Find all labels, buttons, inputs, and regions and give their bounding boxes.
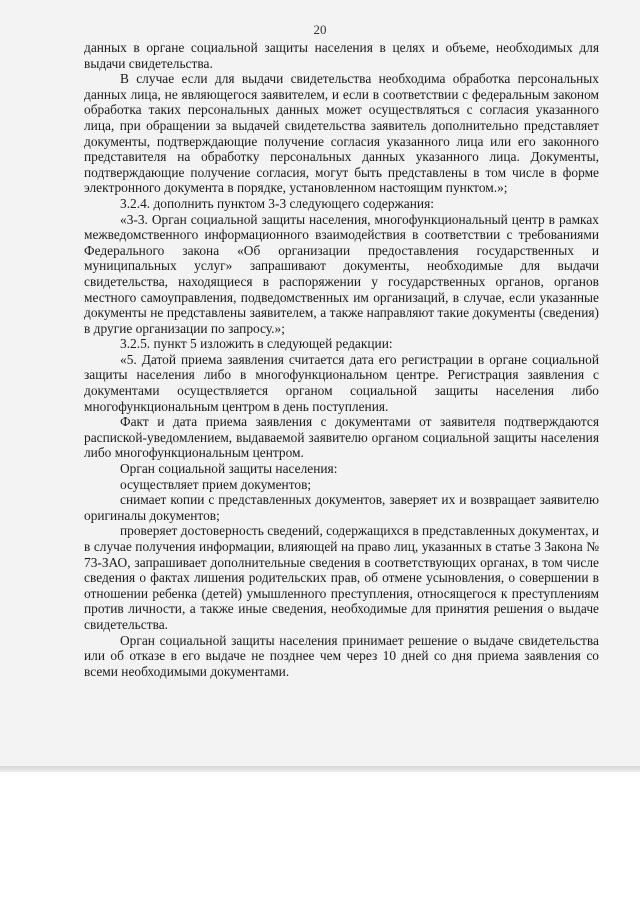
- paragraph-10: снимает копии с представленных документов, заверяет их и возвращает заявителю оригиналы документов;: [84, 492, 599, 523]
- document-body: [84, 40, 599, 679]
- paragraph-1: данных в органе социальной защиты населения в целях и объеме, необходимых для выдачи свидетельства.: [84, 40, 599, 71]
- paragraph-5: 3.2.5. пункт 5 изложить в следующей редакции:: [120, 336, 393, 352]
- paragraph-4: «3-3. Орган социальной защиты населения, многофункциональный центр в рамках межведомственного информационного взаимодействия в соответствии с требованиями Федерального закона «Об организации предоставления государственных и муниципальных услуг» запрашивают документы, необходимые для выдачи свидетельства, находящиеся в распоряжении у государственных органов, органов местного самоуправления, подведомственных им организаций, в случае, если указанные документы не представлены заявителем, а также направляют такие документы (сведения) в другие организации по запросу.»;: [84, 211, 599, 336]
- paragraph-11: проверяет достоверность сведений, содержащихся в представленных документах, и в случае получения информации, влияющей на право лиц, указанных в статье 3 Закона № 73-ЗАО, запрашивает дополнительные сведения в соответствующих органах, в том числе сведения о фактах лишения родительских прав, об отмене усыновления, о совершении в отношении ребенка (детей) умышленного преступления, относящегося к преступлениям против личности, а также иные сведения, необходимые для принятия решения о выдаче свидетельства.: [84, 523, 599, 632]
- paragraph-9: осуществляет прием документов;: [120, 476, 312, 492]
- paragraph-6: «5. Датой приема заявления считается дата его регистрации в органе социальной защиты населения либо в многофункциональном центре. Регистрация заявления с документами осуществляется органом социальной защиты населения либо многофункциональным центром в день поступления.: [84, 351, 599, 414]
- paragraph-3: 3.2.4. дополнить пунктом 3-3 следующего содержания:: [120, 195, 434, 211]
- paragraph-2: В случае если для выдачи свидетельства необходима обработка персональных данных лица, не являющегося заявителем, и если в соответствии с федеральным законом обработка таких персональных данных может осуществляться с согласия указанного лица, при обращении за выдачей свидетельства заявитель дополнительно представляет документы, подтверждающие получение согласия указанного лица или его законного представителя на обработку персональных данных указанного лица. Документы, подтверждающие получение согласия, могут быть представлены в том числе в форме электронного документа в порядке, установленном настоящим пунктом.»;: [84, 71, 599, 196]
- paragraph-12: Орган социальной защиты населения принимает решение о выдаче свидетельства или об отказе в его выдаче не позднее чем через 10 дней со дня приема заявления со всеми необходимыми документами.: [84, 632, 599, 679]
- page-edge: [0, 766, 640, 772]
- paragraph-8: Орган социальной защиты населения:: [120, 461, 338, 477]
- page-number: 20: [313, 22, 327, 37]
- paragraph-7: Факт и дата приема заявления с документами от заявителя подтверждаются распиской-уведомлением, выдаваемой заявителю органом социальной защиты населения либо многофункциональным центром.: [84, 414, 599, 461]
